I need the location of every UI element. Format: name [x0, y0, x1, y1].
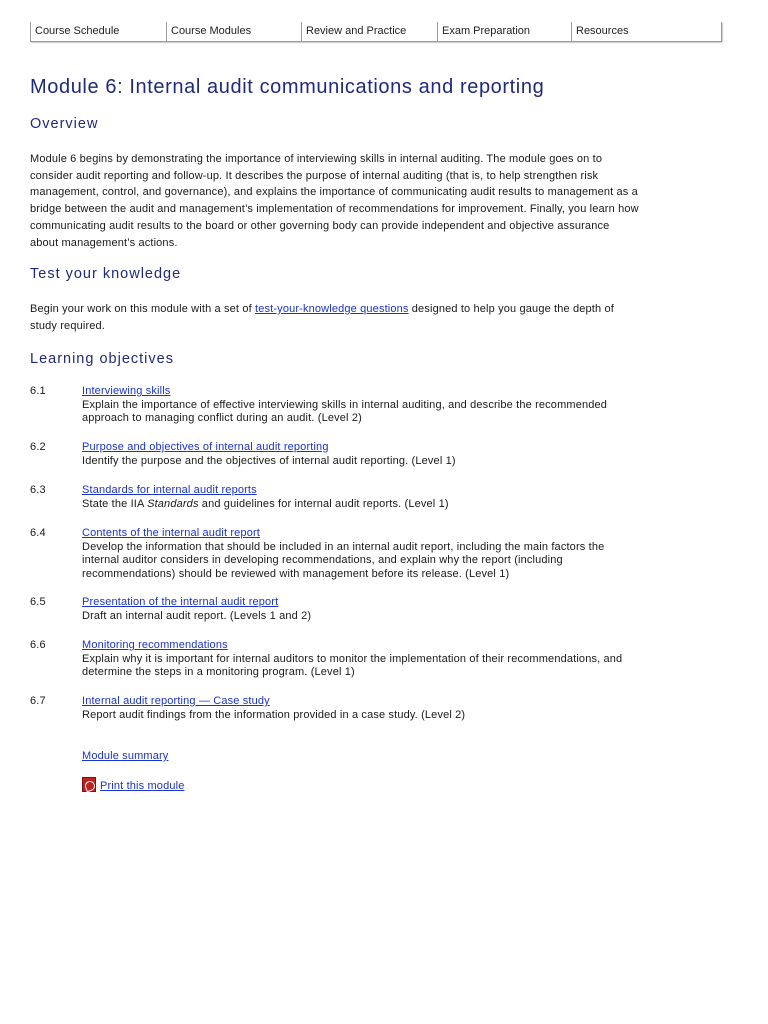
objective-number: 6.3 — [30, 484, 46, 496]
objective-number: 6.5 — [30, 596, 46, 608]
objectives-heading: Learning objectives — [30, 351, 174, 367]
objective-link-interviewing-skills[interactable]: Interviewing skills — [82, 385, 171, 397]
objective-link-purpose-and-objectives[interactable]: Purpose and objectives of internal audit reporting — [82, 441, 329, 453]
test-heading: Test your knowledge — [30, 266, 182, 282]
course-nav — [30, 22, 722, 42]
standards-emphasis: Standards — [147, 497, 199, 510]
objective-description: Draft an internal audit report. (Levels 1 and 2) — [82, 609, 312, 622]
overview-heading: Overview — [30, 116, 99, 132]
objective-description: Explain why it is important for internal auditors to monitor the implementation of their recommendations, and determine the steps in a monitoring program. (Level 1) — [82, 652, 623, 679]
test-text — [30, 301, 640, 334]
objective-number: 6.1 — [30, 385, 46, 397]
test-your-knowledge-link[interactable]: test-your-knowledge questions — [255, 303, 409, 315]
print-module-link[interactable]: Print this module — [100, 780, 185, 792]
objective-link-monitoring[interactable]: Monitoring recommendations — [82, 639, 228, 651]
objective-description: Report audit findings from the information provided in a case study. (Level 2) — [82, 708, 466, 721]
tab-exam-preparation[interactable]: Exam Preparation — [438, 22, 572, 41]
objective-description: Develop the information that should be included in an internal audit report, including the main factors the internal auditor considers in developing recommendations, and explain why the report (including recommendations) should be reviewed with management before its release. (Level 1) — [82, 540, 605, 581]
objective-number: 6.6 — [30, 639, 46, 651]
module-summary-link[interactable]: Module summary — [82, 750, 169, 762]
tab-resources[interactable]: Resources — [576, 25, 629, 37]
objective-number: 6.2 — [30, 441, 46, 453]
tab-course-schedule[interactable]: Course Schedule — [31, 22, 167, 41]
objective-description: Explain the importance of effective interviewing skills in internal auditing, and describe the recommended approach to managing conflict during an audit. (Level 2) — [82, 398, 608, 425]
tab-course-modules[interactable]: Course Modules — [167, 22, 302, 41]
objective-link-contents[interactable]: Contents of the internal audit report — [82, 527, 260, 539]
objective-number: 6.4 — [30, 527, 46, 539]
test-text-before: Begin your work on this module with a set of — [30, 303, 256, 315]
objective-description — [82, 498, 642, 512]
test-text-after: designed to help you gauge the depth of study required. — [30, 303, 614, 332]
objective-link-standards[interactable]: Standards for internal audit reports — [82, 484, 257, 496]
tab-review-and-practice[interactable]: Review and Practice — [302, 22, 438, 41]
print-module-row — [82, 777, 184, 792]
objective-link-presentation[interactable]: Presentation of the internal audit report — [82, 596, 279, 608]
objective-link-case-study[interactable]: Internal audit reporting — Case study — [82, 695, 270, 707]
objective-description-part: State the IIA — [82, 497, 148, 510]
page-title: Module 6: Internal audit communications and reporting — [30, 76, 545, 98]
pdf-icon[interactable] — [82, 777, 96, 792]
objective-description-part: and guidelines for internal audit reports. (Level 1) — [198, 497, 449, 510]
overview-text: Module 6 begins by demonstrating the importance of interviewing skills in internal auditing. The module goes on to consider audit reporting and follow-up. It describes the purpose of internal auditing (that is, to help strengthen risk management, control, and governance), and explains the importance of communicating audit results to management as a bridge between the audit and management’s implementation of recommendations for improvement. Finally, you learn how communicating audit results to the board or other governing body can provide independent and objective assurance about management’s actions. — [30, 153, 639, 249]
module-summary-row — [82, 750, 168, 762]
objective-description: Identify the purpose and the objectives of internal audit reporting. (Level 1) — [82, 454, 456, 467]
objective-number: 6.7 — [30, 695, 46, 707]
